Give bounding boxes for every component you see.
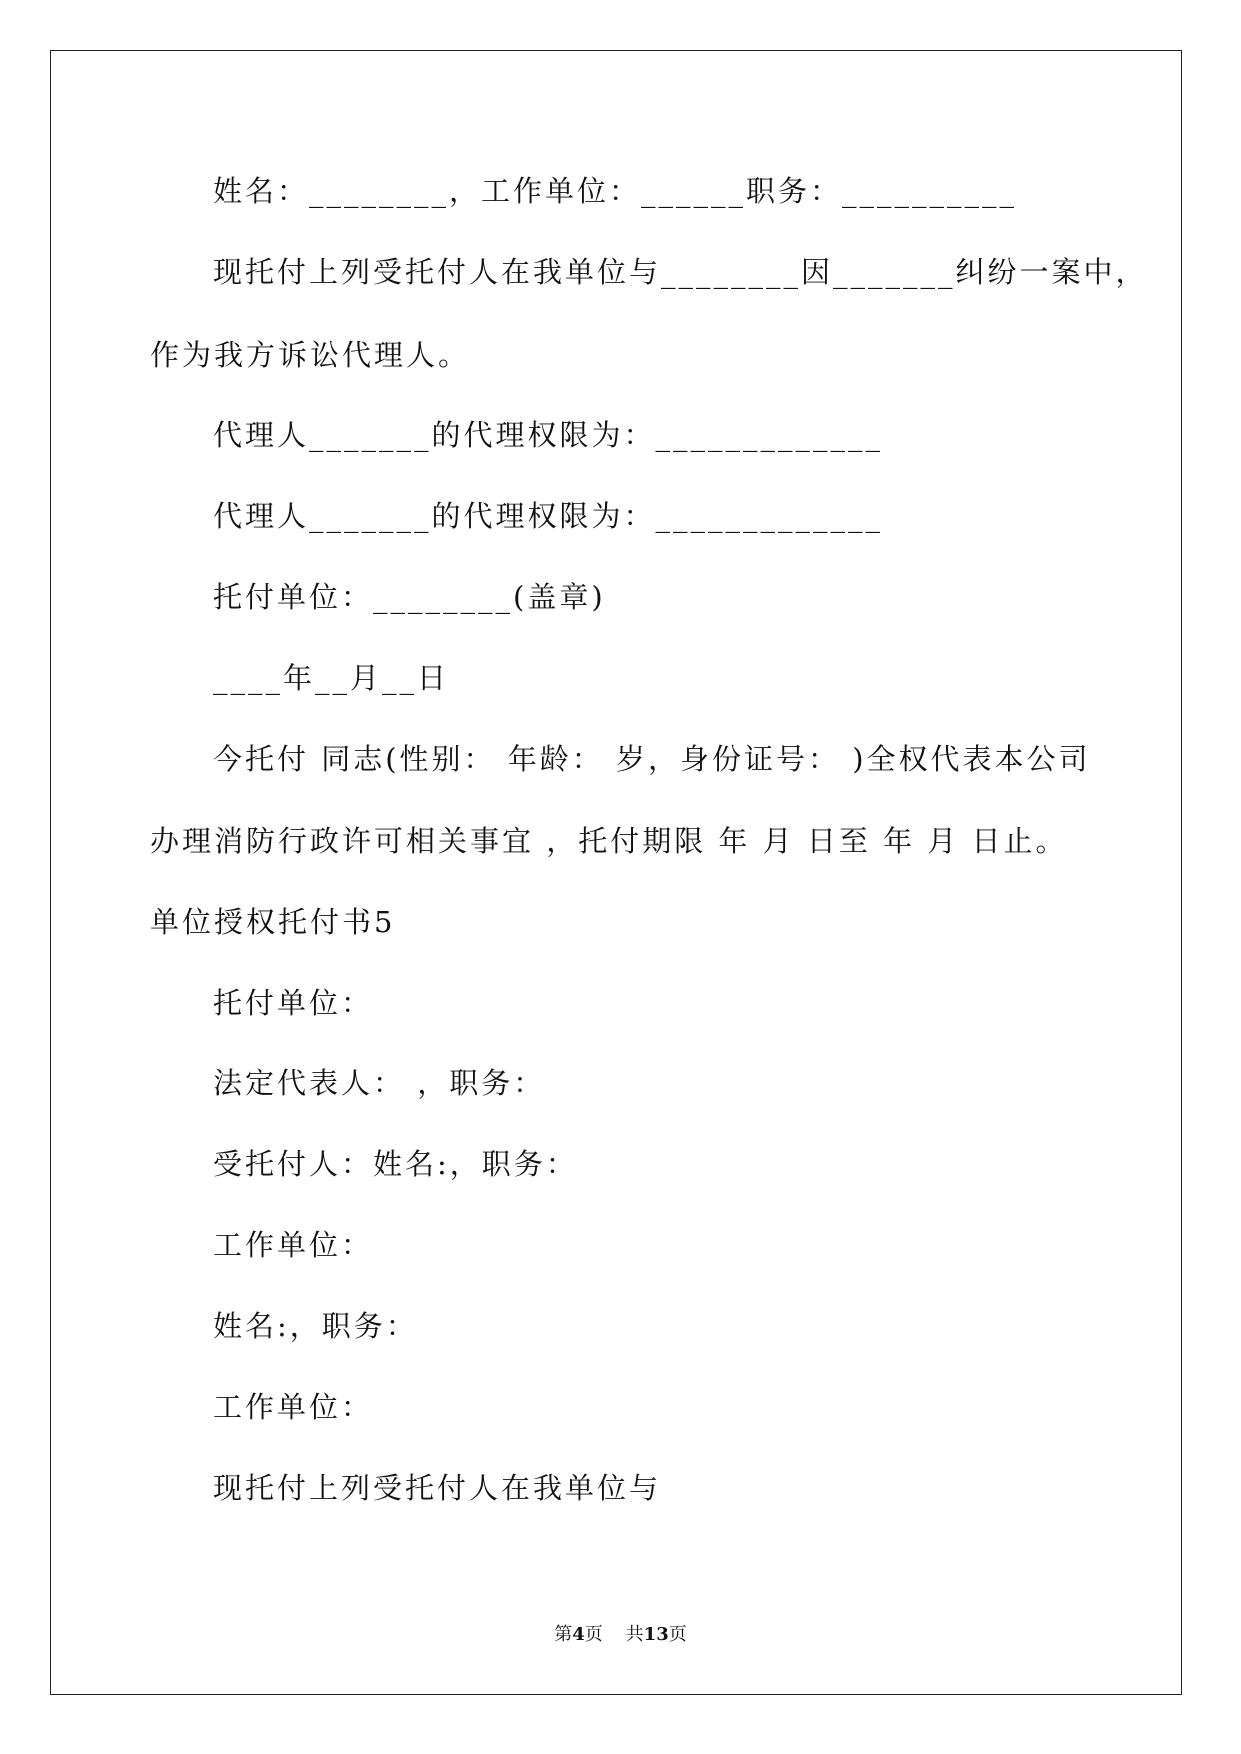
text-line: 工作单位： (213, 1228, 374, 1262)
page-border (50, 50, 1182, 1695)
text-line: 现托付上列受托付人在我单位与________因_______纠纷一案中， (213, 255, 1148, 289)
text-line: ____年__月__日 (213, 661, 450, 695)
page-footer (0, 1620, 1241, 1646)
text-line: 作为我方诉讼代理人。 (150, 338, 471, 372)
footer-prefix: 第 (554, 1624, 573, 1645)
text-line: 托付单位：________(盖章) (213, 580, 606, 614)
text-line: 工作单位： (213, 1390, 374, 1424)
text-line: 托付单位： (213, 986, 374, 1020)
text-line: 办理消防行政许可相关事宜 ，托付期限 年 月 日至 年 月 日止。 (150, 824, 1068, 858)
footer-page-suffix: 页 (584, 1624, 603, 1645)
text-line: 代理人_______的代理权限为：_____________ (213, 499, 884, 533)
text-line: 姓名：________，工作单位：______职务：__________ (213, 174, 1018, 208)
text-line: 法定代表人： ，职务： (213, 1066, 546, 1100)
text-line: 现托付上列受托付人在我单位与 (213, 1471, 662, 1505)
footer-total-suffix: 页 (668, 1624, 687, 1645)
footer-total-pages: 13 (643, 1624, 669, 1645)
footer-total-prefix: 共 (625, 1624, 644, 1645)
text-line: 姓名:，职务： (213, 1309, 418, 1343)
section-heading: 单位授权托付书5 (150, 905, 396, 939)
text-line: 今托付 同志(性别： 年龄： 岁，身份证号： )全权代表本公司 (213, 742, 1091, 776)
text-line: 受托付人：姓名:，职务： (213, 1147, 578, 1181)
footer-page-number: 4 (572, 1624, 585, 1645)
text-line: 代理人_______的代理权限为：_____________ (213, 418, 884, 452)
